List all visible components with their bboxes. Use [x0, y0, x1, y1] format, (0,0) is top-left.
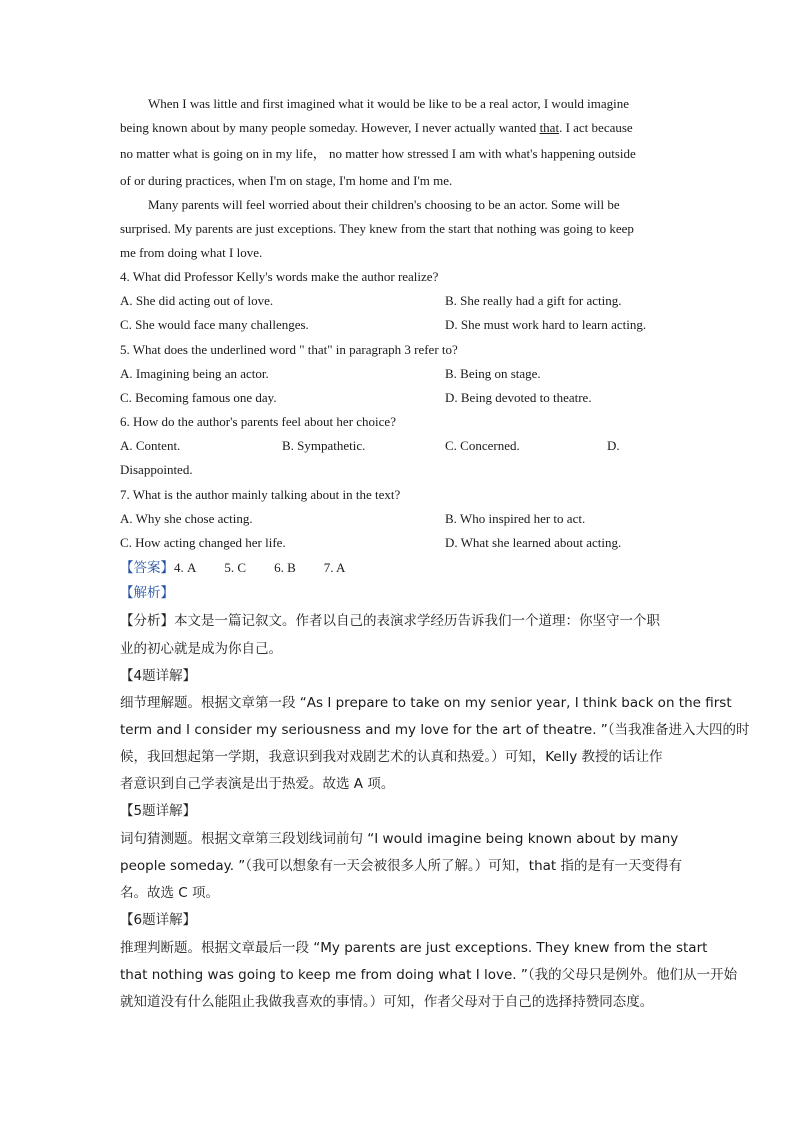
passage-line: Many parents will feel worried about their children's choosing to be an actor. Some will be	[148, 197, 620, 212]
passage-line: me from doing what I love.	[120, 245, 263, 260]
option-c: C. Concerned.	[445, 438, 520, 453]
answer-item: 6. B	[274, 560, 296, 575]
option-a: A. She did acting out of love.	[120, 293, 274, 308]
analysis-line: 候，我回想起第一学期，我意识到我对戏剧艺术的认真和热爱。）可知，Kelly 教授的话让作	[120, 749, 663, 765]
option-c: C. How acting changed her life.	[120, 535, 286, 550]
passage-line: of or during practices, when I'm on stage, I'm home and I'm me.	[120, 173, 453, 188]
option-d: D. She must work hard to learn acting.	[445, 317, 647, 332]
analysis-line: 名。故选 C 项。	[120, 885, 220, 901]
option-b: B. Who inspired her to act.	[445, 511, 586, 526]
option-d: D. Being devoted to theatre.	[445, 390, 592, 405]
answer-label: 【答案】	[120, 560, 174, 576]
option-a: A. Why she chose acting.	[120, 511, 253, 526]
option-d-label: D.	[607, 438, 620, 453]
passage-line: surprised. My parents are just exceptions. They knew from the start that nothing was going to keep	[120, 221, 634, 236]
analysis-line: 词句猜测题。根据文章第三段划线词前句 “I would imagine being known about by many	[120, 831, 679, 847]
analysis-line: 就知道没有什么能阻止我做我喜欢的事情。）可知，作者父母对于自己的选择持赞同态度。	[120, 994, 654, 1010]
underlined-word: that	[539, 120, 560, 135]
analysis-label: 【解析】	[120, 585, 174, 601]
q6-detail-label: 【6题详解】	[120, 912, 197, 928]
q4-detail-label: 【4题详解】	[120, 668, 197, 684]
analysis-line: people someday. ”（我可以想象有一天会被很多人所了解。）可知，that 指的是有一天变得有	[120, 858, 682, 874]
question-stem: 7. What is the author mainly talking about in the text?	[120, 487, 401, 502]
option-b: B. She really had a gift for acting.	[445, 293, 622, 308]
answer-item: 7. A	[323, 560, 346, 575]
question-stem: 5. What does the underlined word " that" in paragraph 3 refer to?	[120, 342, 458, 357]
fenxi-text: 本文是一篇记叙文。作者以自己的表演求学经历告诉我们一个道理：你坚守一个职	[174, 613, 660, 629]
passage-line: no matter what is going on in my life， no matter how stressed I am with what's happening outside	[120, 146, 636, 161]
option-b: B. Being on stage.	[445, 366, 541, 381]
fenxi-label: 【分析】	[120, 613, 174, 629]
analysis-line: 细节理解题。根据文章第一段 “As I prepare to take on my senior year, I think back on the first	[120, 695, 732, 711]
analysis-line: that nothing was going to keep me from doing what I love. ”（我的父母只是例外。他们从一开始	[120, 967, 738, 983]
q5-detail-label: 【5题详解】	[120, 803, 197, 819]
option-d: D. What she learned about acting.	[445, 535, 622, 550]
option-c: C. Becoming famous one day.	[120, 390, 277, 405]
passage-text: . I act because	[559, 120, 633, 135]
analysis-line: 业的初心就是成为你自己。	[120, 641, 282, 657]
option-d-text: Disappointed.	[120, 462, 193, 477]
question-stem: 4. What did Professor Kelly's words make the author realize?	[120, 269, 439, 284]
passage-line	[120, 120, 633, 136]
option-a: A. Content.	[120, 438, 181, 453]
answer-line	[120, 560, 345, 576]
answer-item: 4. A	[174, 560, 197, 575]
option-a: A. Imagining being an actor.	[120, 366, 269, 381]
question-stem: 6. How do the author's parents feel about her choice?	[120, 414, 396, 429]
passage-line: When I was little and first imagined what it would be like to be a real actor, I would imagine	[148, 96, 630, 111]
analysis-line: 者意识到自己学表演是出于热爱。故选 A 项。	[120, 776, 395, 792]
analysis-line: term and I consider my seriousness and my love for the art of theatre. ”（当我准备进入大四的时	[120, 722, 750, 738]
analysis-line	[120, 613, 660, 629]
passage-text: being known about by many people someday. However, I never actually wanted	[120, 120, 540, 135]
option-b: B. Sympathetic.	[282, 438, 366, 453]
analysis-line: 推理判断题。根据文章最后一段 “My parents are just exceptions. They knew from the start	[120, 940, 708, 956]
answer-item: 5. C	[224, 560, 247, 575]
option-c: C. She would face many challenges.	[120, 317, 309, 332]
